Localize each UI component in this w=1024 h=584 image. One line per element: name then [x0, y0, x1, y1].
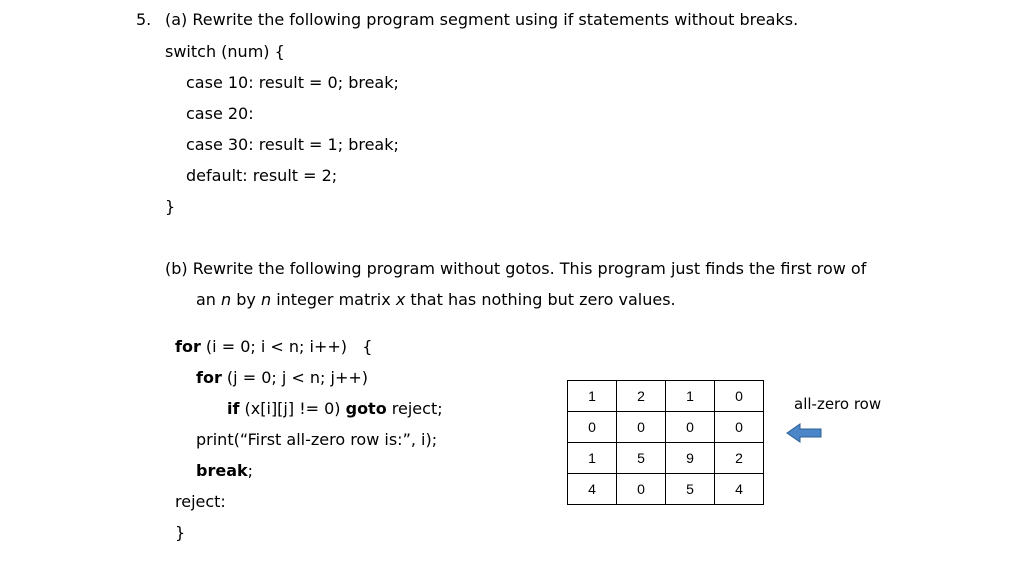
- matrix-cell: 5: [617, 443, 666, 474]
- code-text: (j = 0; j < n; j++): [221, 368, 368, 387]
- prompt-text: by: [231, 290, 261, 309]
- left-arrow-icon: [786, 423, 822, 443]
- matrix-cell: 4: [715, 474, 764, 505]
- code-text: (i = 0; i < n; i++) {: [200, 337, 373, 356]
- matrix-cell: 1: [568, 381, 617, 412]
- matrix-row: [568, 381, 764, 412]
- matrix-cell: 2: [715, 443, 764, 474]
- code-a-line: case 20:: [186, 104, 254, 123]
- prompt-var-x: x: [395, 290, 406, 309]
- matrix-cell: 0: [666, 412, 715, 443]
- code-b-line: print(“First all-zero row is:”, i);: [196, 430, 438, 449]
- matrix-row: [568, 474, 764, 505]
- keyword-for: for: [196, 368, 222, 387]
- prompt-var-n: n: [260, 290, 272, 309]
- matrix-cell: 2: [617, 381, 666, 412]
- code-a-line: case 30: result = 1; break;: [186, 135, 399, 154]
- code-b-line: }: [175, 523, 186, 542]
- code-text: ;: [247, 461, 254, 480]
- matrix-cell: 4: [568, 474, 617, 505]
- code-text: (x[i][j] != 0): [239, 399, 346, 418]
- code-b-line: [227, 399, 443, 419]
- code-b-line: [196, 368, 368, 388]
- matrix-cell: 0: [715, 412, 764, 443]
- code-b-line: [196, 461, 253, 481]
- keyword-for: for: [175, 337, 201, 356]
- matrix-cell: 0: [617, 474, 666, 505]
- matrix-row-all-zero: [568, 412, 764, 443]
- matrix-cell: 0: [715, 381, 764, 412]
- part-b-prompt-line2: [196, 290, 676, 310]
- prompt-text: that has nothing but zero values.: [405, 290, 676, 309]
- keyword-if: if: [227, 399, 240, 418]
- prompt-text: integer matrix: [271, 290, 396, 309]
- matrix-cell: 5: [666, 474, 715, 505]
- matrix-cell: 0: [568, 412, 617, 443]
- matrix-table: [567, 380, 764, 505]
- prompt-text: an: [196, 290, 222, 309]
- prompt-var-n: n: [221, 290, 232, 309]
- code-b-line: [175, 337, 372, 357]
- code-b-line: reject:: [175, 492, 226, 511]
- code-text: reject;: [386, 399, 443, 418]
- all-zero-row-label: all-zero row: [794, 395, 882, 413]
- code-a-line: case 10: result = 0; break;: [186, 73, 399, 92]
- keyword-goto: goto: [345, 399, 387, 418]
- matrix-cell: 1: [666, 381, 715, 412]
- code-a-line: default: result = 2;: [186, 166, 338, 185]
- matrix-cell: 0: [617, 412, 666, 443]
- keyword-break: break: [196, 461, 248, 480]
- code-a-line: switch (num) {: [165, 42, 285, 61]
- code-a-line: }: [165, 197, 176, 216]
- part-a-prompt: (a) Rewrite the following program segment using if statements without breaks.: [165, 10, 799, 29]
- matrix-cell: 9: [666, 443, 715, 474]
- matrix-cell: 1: [568, 443, 617, 474]
- part-b-prompt-line1: (b) Rewrite the following program without gotos. This program just finds the first row of: [165, 259, 867, 278]
- question-number: 5.: [136, 10, 152, 29]
- matrix-row: [568, 443, 764, 474]
